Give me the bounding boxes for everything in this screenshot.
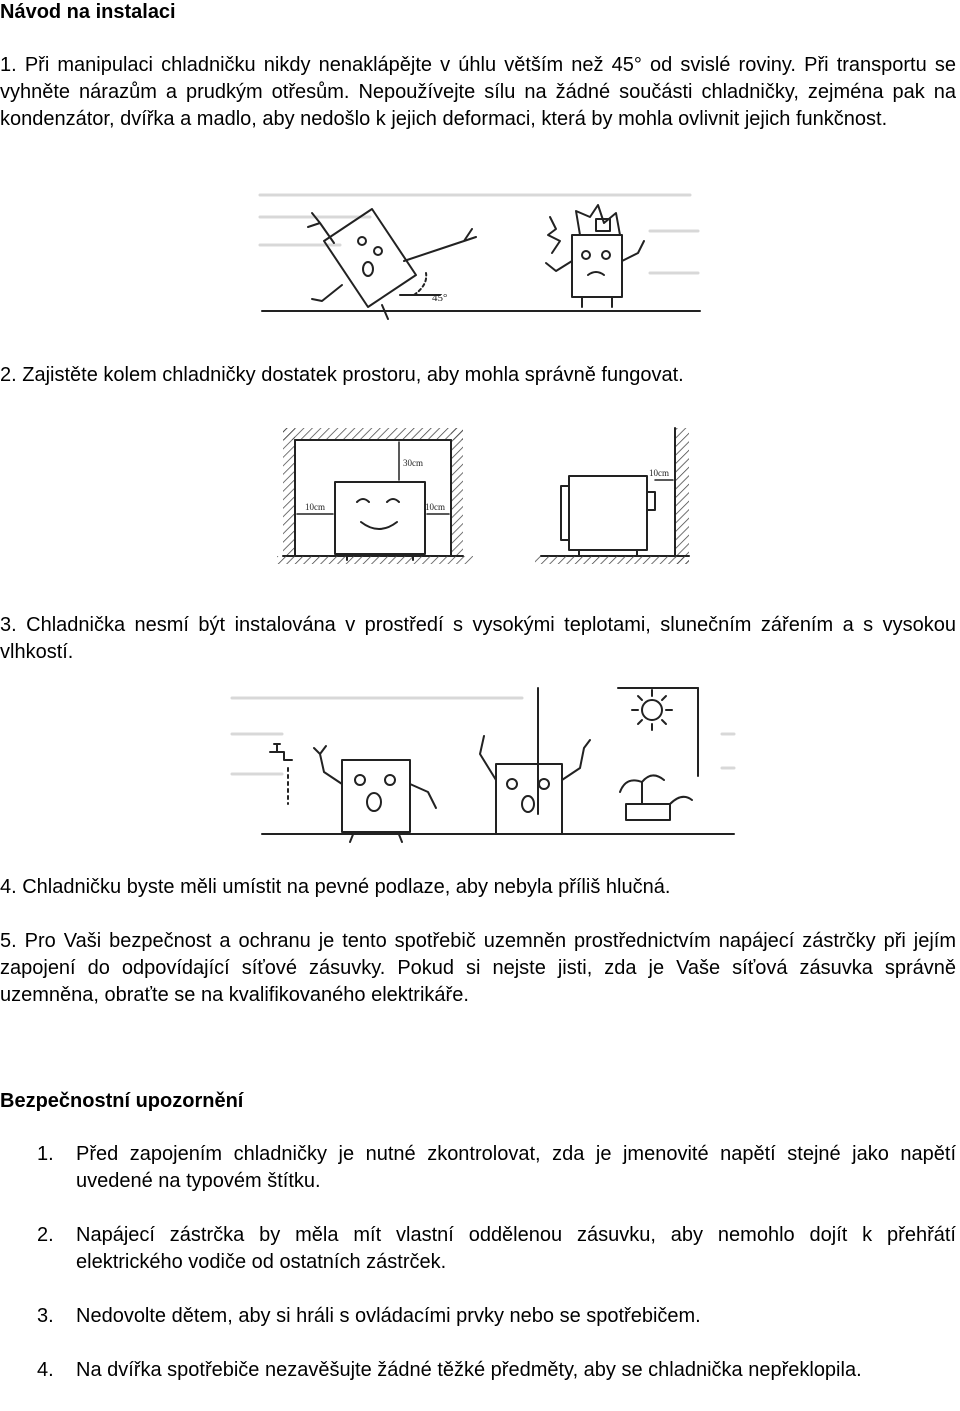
installation-step-3: 3. Chladnička nesmí být instalována v prostředí s vysokými teplotami, slunečním zářením a s vysokou vlhkostí. xyxy=(0,614,956,663)
potted-plant xyxy=(620,775,692,820)
environment-warning-illustration xyxy=(222,684,736,850)
gap-back-label: 10cm xyxy=(649,468,669,478)
damaged-fridge-character xyxy=(546,205,644,307)
safety-warning-number: 4. xyxy=(37,1359,54,1381)
installation-step-2: 2. Zajistěte kolem chladničky dostatek prostoru, aby mohla správně fungovat. xyxy=(0,364,684,386)
safety-warning-list xyxy=(0,1141,956,1411)
gap-right-label: 10cm xyxy=(425,502,445,512)
safety-warning-number: 3. xyxy=(37,1305,54,1327)
safety-section-title: Bezpečnostní upozornění xyxy=(0,1090,244,1112)
installation-step-4: 4. Chladničku byste měli umístit na pevné podlaze, aby nebyla příliš hlučná. xyxy=(0,876,671,898)
safety-warning-text: Na dvířka spotřebiče nezavěšujte žádné těžké předměty, aby se chladnička nepřeklopila. xyxy=(76,1359,862,1381)
faded-background-lines xyxy=(260,195,698,273)
safety-warning-text: Napájecí zástrčka by měla mít vlastní oddělenou zásuvku, aby nemohlo dojít k přehřátí elektrického vodiče od ostatních zástrček. xyxy=(76,1224,956,1273)
safety-warning-text: Před zapojením chladničky je nutné zkontrolovat, zda je jmenovité napětí stejné jako napětí uvedené na typovém štítku. xyxy=(76,1143,956,1192)
safety-warning-item xyxy=(0,1222,956,1276)
gap-left-label: 10cm xyxy=(305,502,325,512)
safety-warning-text: Nedovolte dětem, aby si hráli s ovládacími prvky nebo se spotřebičem. xyxy=(76,1305,701,1327)
tilt-angle-label: 45° xyxy=(432,292,448,304)
sun-icon xyxy=(632,690,672,730)
gap-top-label: 30cm xyxy=(403,458,423,468)
tilted-fridge-character xyxy=(308,209,476,319)
side-view-back-wall xyxy=(535,428,689,564)
installation-step-1: 1. Při manipulaci chladničku nikdy nenaklápějte v úhlu větším než 45° od svislé roviny. Při transportu se vyhněte nárazům a prudkým otřesům. Nepoužívejte sílu na žádné součásti chladničky, zejména pak na kondenzátor, dvířka a madlo, aby nedošlo k jejich deformaci, která by mohla ovlivnit jejich funkčnost. xyxy=(0,54,956,130)
clearance-illustration xyxy=(235,420,727,582)
sunlit-fridge-character xyxy=(480,736,590,834)
wet-fridge-character xyxy=(314,746,436,842)
niche-left-view xyxy=(277,428,473,564)
tilt-warning-illustration xyxy=(250,183,708,331)
safety-warning-number: 2. xyxy=(37,1224,54,1246)
safety-warning-item xyxy=(0,1141,956,1195)
installation-step-5: 5. Pro Vaši bezpečnost a ochranu je tento spotřebič uzemněn prostřednictvím napájecí zástrčky při jejím zapojení do odpovídající síťové zásuvky. Pokud si nejste jisti, zda je Vaše síťová zásuvka správně uzemněna, obraťte se na kvalifikovaného elektrikáře. xyxy=(0,930,956,1006)
safety-warning-item xyxy=(0,1357,956,1384)
safety-warning-number: 1. xyxy=(37,1143,54,1165)
page-title: Návod na instalaci xyxy=(0,1,176,23)
safety-warning-item xyxy=(0,1303,956,1330)
